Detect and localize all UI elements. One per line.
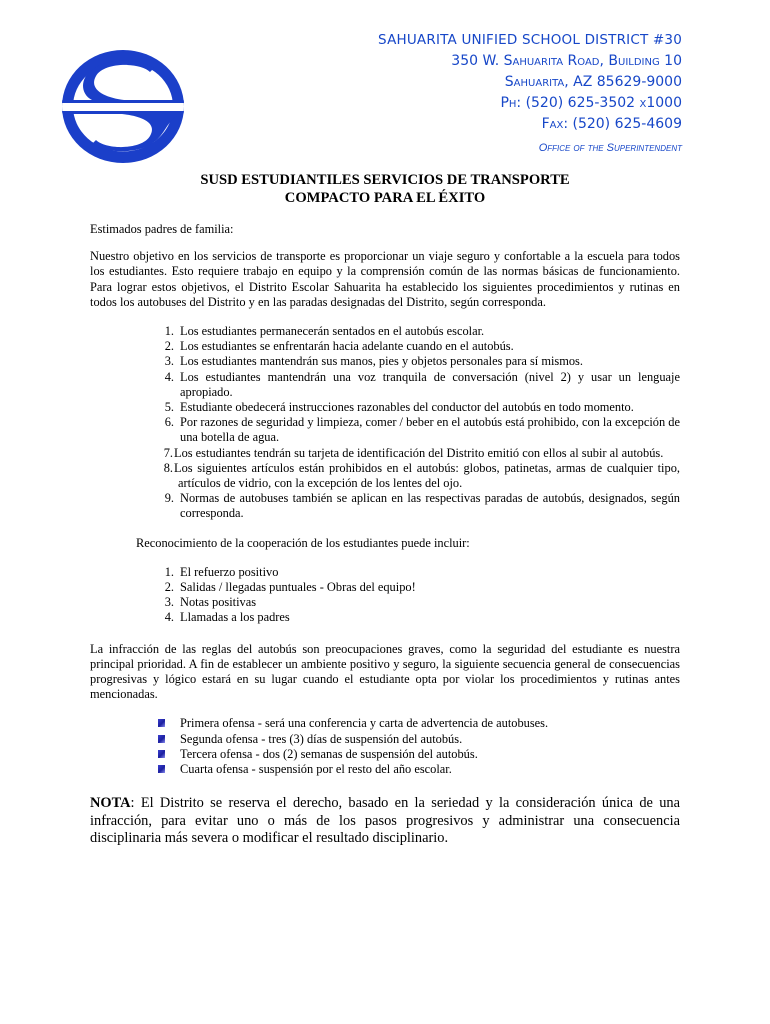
square-bullet-icon (158, 765, 165, 773)
list-number: 8. (163, 460, 173, 475)
offenses-list (90, 716, 680, 777)
list-text: Los estudiantes mantendrán sus manos, pies y objetos personales para sí mismos. (180, 354, 583, 369)
list-text: Los estudiantes mantendrán una voz tranquila de conversación (nivel 2) y usar un lenguaje apropiado. (180, 369, 680, 399)
title-line-2: COMPACTO PARA EL ÉXITO (284, 190, 486, 206)
list-item (90, 324, 680, 339)
note-paragraph (90, 795, 680, 848)
list-item (90, 461, 680, 491)
square-bullet-icon (158, 750, 165, 758)
office-name: Office of the Superintendent (538, 142, 682, 154)
list-text: Los siguientes artículos están prohibidos en el autobús: globos, patinetas, armas de cualquier tipo, artículos de vidrio, con la excepción de los lentes del ojo. (174, 460, 680, 491)
list-text: Cuarta ofensa - suspensión por el resto del año escolar. (180, 762, 452, 777)
list-text: Estudiante obedecerá instrucciones razonables del conductor del autobús en todo momento. (180, 400, 634, 415)
square-bullet-icon (158, 735, 165, 743)
title-line-1: SUSD ESTUDIANTILES SERVICIOS DE TRANSPORTE (200, 172, 570, 188)
list-item (90, 580, 680, 595)
list-number: 4. (164, 610, 174, 625)
list-item (90, 354, 680, 369)
list-text: Los estudiantes permanecerán sentados en el autobús escolar. (180, 324, 485, 339)
district-s-logo-icon (62, 50, 184, 163)
list-number: 9. (164, 491, 174, 506)
document-title (0, 171, 770, 207)
list-item (90, 415, 680, 445)
list-text: El refuerzo positivo (180, 564, 279, 579)
fax-number: Fax: (520) 625-4609 (541, 116, 682, 132)
list-text: Tercera ofensa - dos (2) semanas de suspensión del autobús. (180, 746, 478, 761)
list-item (90, 370, 680, 400)
list-number: 1. (164, 324, 174, 339)
square-bullet-icon (158, 719, 165, 727)
intro-paragraph: Nuestro objetivo en los servicios de transporte es proporcionar un viaje seguro y confortable a la escuela para todos los estudiantes. Esto requiere trabajo en equipo y la comprensión común de las normas básicas de funcionamiento. Para lograr estos objetivos, el Distrito Escolar Sahuarita ha establecido los siguientes procedimientos y rutinas en todos los autobuses del Distrito y en las paradas designadas del Distrito, según corresponda. (90, 249, 680, 309)
list-number: 7. (163, 445, 173, 460)
list-number: 6. (164, 415, 174, 430)
list-text: Notas positivas (180, 595, 257, 610)
rules-list (90, 324, 680, 522)
list-number: 4. (164, 369, 174, 384)
list-item (90, 400, 680, 415)
list-item (90, 747, 680, 762)
list-number: 5. (164, 400, 174, 415)
list-item (90, 762, 680, 777)
list-item (90, 716, 680, 731)
note-label: NOTA (90, 795, 131, 812)
list-text: Segunda ofensa - tres (3) días de suspensión del autobús. (180, 731, 463, 746)
list-item (90, 732, 680, 747)
list-number: 3. (164, 595, 174, 610)
list-item (90, 565, 680, 580)
list-number: 3. (164, 354, 174, 369)
list-text: Por razones de seguridad y limpieza, comer / beber en el autobús está prohibido, con la excepción de una botella de agua. (180, 415, 680, 445)
address-line-1: 350 W. Sahuarita Road, Building 10 (451, 53, 682, 69)
list-number: 2. (164, 339, 174, 354)
list-text: Salidas / llegadas puntuales - Obras del equipo! (180, 580, 416, 595)
list-number: 2. (164, 580, 174, 595)
note-text: : El Distrito se reserva el derecho, basado en la seriedad y la consideración única de una infracción, para evitar uno o más de los pasos progresivos y administrar una consecuencia disciplinaria más severa o modificar el resultado disciplinario. (90, 795, 680, 847)
document-body (90, 222, 680, 848)
address-line-2: Sahuarita, AZ 85629-9000 (504, 74, 682, 90)
list-item (90, 339, 680, 354)
infraction-paragraph: La infracción de las reglas del autobús son preocupaciones graves, como la seguridad del estudiante es nuestra principal prioridad. A fin de establecer un ambiente positivo y seguro, la siguiente secuencia general de consecuencias progresivas y lógico estará en su lugar cuando el estudiante opta por violar los procedimientos y rutinas antes mencionadas. (90, 641, 680, 702)
list-text: Los estudiantes se enfrentarán hacia adelante cuando en el autobús. (180, 339, 514, 354)
list-text: Llamadas a los padres (180, 610, 290, 625)
list-item (90, 491, 680, 521)
district-name: SAHUARITA UNIFIED SCHOOL DISTRICT #30 (378, 32, 682, 48)
list-item (90, 446, 680, 461)
rewards-list (90, 565, 680, 626)
list-text: Normas de autobuses también se aplican en las respectivas paradas de autobús, designados, según corresponda. (180, 491, 680, 521)
list-text: Los estudiantes tendrán su tarjeta de identificación del Distrito emitió con ellos al subir al autobús. (174, 445, 664, 460)
list-number: 1. (164, 564, 174, 579)
letterhead (378, 30, 682, 159)
greeting: Estimados padres de familia: (90, 222, 234, 236)
list-text: Primera ofensa - será una conferencia y carta de advertencia de autobuses. (180, 716, 549, 731)
list-item (90, 610, 680, 625)
list-item (90, 595, 680, 610)
phone-number: Ph: (520) 625-3502 x1000 (500, 95, 682, 111)
recognition-intro: Reconocimiento de la cooperación de los estudiantes puede incluir: (136, 535, 470, 550)
